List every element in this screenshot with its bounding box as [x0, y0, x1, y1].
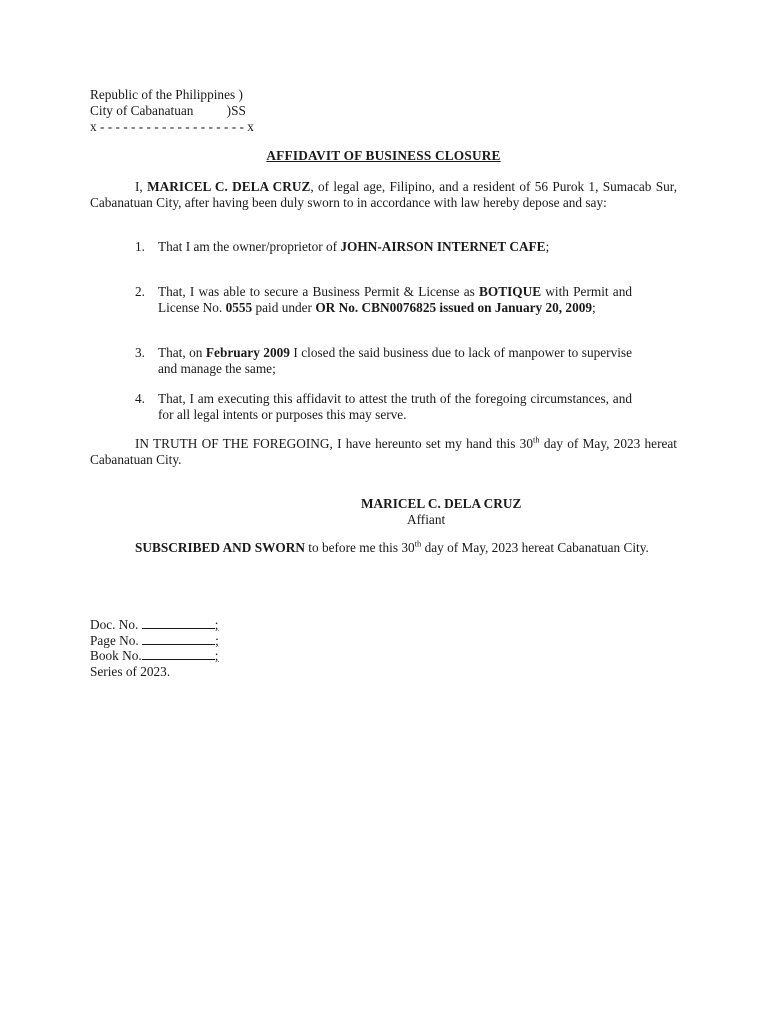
item-number: 3. [135, 345, 145, 360]
affiant-label: Affiant [407, 512, 446, 527]
jurat-text: to before me this 30 [304, 540, 415, 555]
item-text: paid under [252, 300, 316, 315]
page-no-label: Page No. [90, 632, 143, 648]
or-number: OR No. CBN0076825 issued on January 20, 2009 [315, 300, 593, 315]
ordinal-suffix: th [532, 434, 540, 445]
item-text: with Permit and License No. [158, 284, 632, 315]
witness-paragraph [90, 436, 677, 468]
intro-prefix: I, [135, 179, 148, 194]
list-item [90, 239, 632, 255]
business-name: JOHN-AIRSON INTERNET CAFE [340, 239, 546, 254]
item-number: 4. [135, 391, 145, 406]
intro-paragraph [90, 179, 677, 211]
page-no-line [90, 633, 219, 649]
document-title: AFFIDAVIT OF BUSINESS CLOSURE [266, 148, 501, 163]
jurat-text: day of May, 2023 hereat Cabanatuan City. [421, 540, 649, 555]
venue-header [90, 87, 254, 135]
list-item [90, 345, 632, 377]
jurat-heading: SUBSCRIBED AND SWORN [135, 540, 305, 555]
venue-republic: Republic of the Philippines ) [90, 87, 243, 102]
semicolon: ; [215, 632, 219, 648]
affiant-name-inline: MARICEL C. DELA CRUZ [147, 179, 311, 194]
witness-text: IN TRUTH OF THE FOREGOING, I have hereunto set my hand this 30 [135, 436, 533, 451]
item-text: That, I was able to secure a Business Permit & License as [158, 284, 480, 299]
item-text: I closed the said business due to lack of manpower to supervise and manage the same; [158, 345, 633, 376]
series-line: Series of 2023. [90, 663, 171, 679]
list-item [90, 284, 632, 316]
permit-number: 0555 [225, 300, 253, 315]
item-number: 2. [135, 284, 145, 299]
notary-register [90, 617, 219, 679]
item-text: ; [592, 300, 596, 315]
witness-text: day of May, 2023 hereat Cabanatuan City. [90, 436, 677, 467]
list-item [90, 391, 632, 423]
book-no-label: Book No. [90, 648, 142, 663]
intro-text: , of legal age, Filipino, and a resident of 56 Purok 1, Sumacab Sur, Cabanatuan City, after having been duly sworn to in accordance with law hereby depose and say: [90, 179, 678, 210]
ordinal-suffix: th [414, 538, 422, 549]
page-no-blank [142, 633, 215, 645]
item-text: That, I am executing this affidavit to attest the truth of the foregoing circumstances, and for all legal intents or purposes this may serve. [158, 391, 632, 422]
book-no-blank [142, 648, 215, 660]
jurat-paragraph [90, 540, 677, 556]
venue-city: City of Cabanatuan )SS [90, 103, 246, 118]
doc-no-label: Doc. No. [90, 617, 142, 632]
venue-separator: x - - - - - - - - - - - - - - - - - - - x [90, 119, 254, 134]
item-text: That, on [158, 345, 206, 360]
closure-date: February 2009 [205, 345, 290, 360]
semicolon: ; [214, 617, 219, 632]
doc-no-blank [142, 617, 215, 629]
item-number: 1. [135, 239, 145, 254]
business-type: BOTIQUE [479, 284, 542, 299]
book-no-line [90, 648, 219, 664]
signature-block [361, 496, 521, 528]
item-text: ; [545, 239, 550, 254]
doc-no-line [90, 617, 219, 633]
item-text: That I am the owner/proprietor of [158, 239, 341, 254]
semicolon: ; [214, 648, 219, 663]
affiant-name: MARICEL C. DELA CRUZ [361, 496, 522, 511]
